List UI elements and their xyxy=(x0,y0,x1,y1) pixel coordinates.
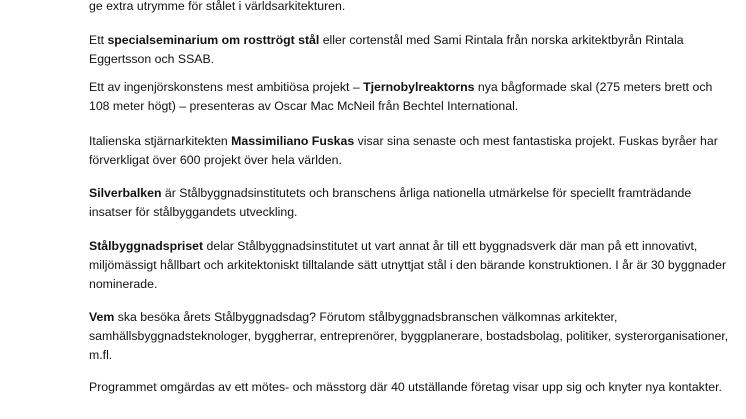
paragraph-steel-architecture xyxy=(89,0,729,16)
paragraph-post: är Stålbyggnadsinstitutets och branschens årliga nationella utmärkelse för speciellt framträdande insatser för stålbyggandets utveckling. xyxy=(89,186,692,219)
paragraph-programmet xyxy=(89,378,729,397)
paragraph-silverbalken xyxy=(89,184,729,222)
paragraph-fuskas xyxy=(89,132,729,170)
paragraph-post: nya bågformade skal (275 meters brett och 108 meter högt) – presenteras av Oscar Mac McNeil från Bechtel International. xyxy=(89,80,713,113)
paragraph-text: Programmet omgärdas av ett mötes- och mässtorg där 40 utställande företag visar upp sig och knyter nya kontakter. xyxy=(89,380,722,394)
paragraph-stalbyggnadspriset xyxy=(89,237,729,294)
paragraph-bold: Vem xyxy=(89,310,115,324)
paragraph-post: visar sina senaste och mest fantastiska projekt. Fuskas byråer har förverkligat över 600 projekt över hela världen. xyxy=(89,134,718,167)
paragraph-bold: Silverbalken xyxy=(89,186,162,200)
paragraph-post: eller cortenstål med Sami Rintala från norska arkitektbyrån Rintala Eggertsson och SSAB. xyxy=(89,33,684,66)
paragraph-pre: Italienska stjärnarkitekten xyxy=(89,134,232,148)
paragraph-bold: Stålbyggnadspriset xyxy=(89,239,204,253)
paragraph-bold: Massimiliano Fuskas xyxy=(231,134,355,148)
paragraph-bold: specialseminarium om rosttrögt stål xyxy=(107,33,320,47)
paragraph-pre: Ett av ingenjörskonstens mest ambitiösa projekt – xyxy=(89,80,364,94)
paragraph-seminar xyxy=(89,31,729,69)
paragraph-pre: Ett xyxy=(89,33,108,47)
paragraph-chernobyl xyxy=(89,78,729,116)
paragraph-post: ska besöka årets Stålbyggnadsdag? Förutom stålbyggnadsbranschen välkomnas arkitekter, samhällsbyggnadsteknologer, byggherrar, entreprenörer, byggplanerare, bostadsbolag, politiker, systerorganisationer, m.fl. xyxy=(89,310,729,362)
paragraph-bold: Tjernobylreaktorns xyxy=(363,80,475,94)
paragraph-vem xyxy=(89,308,729,365)
paragraph-text: ge extra utrymme för stålet i världsarkitekturen. xyxy=(89,0,346,13)
paragraph-post: delar Stålbyggnadsinstitutet ut vart annat år till ett byggnadsverk där man på ett innovativt, miljömässigt hållbart och arkitektoniskt tilltalande sätt utnyttjat stål i den bärande konstruktionen. I år är 30 byggnader nominerade. xyxy=(89,239,727,291)
